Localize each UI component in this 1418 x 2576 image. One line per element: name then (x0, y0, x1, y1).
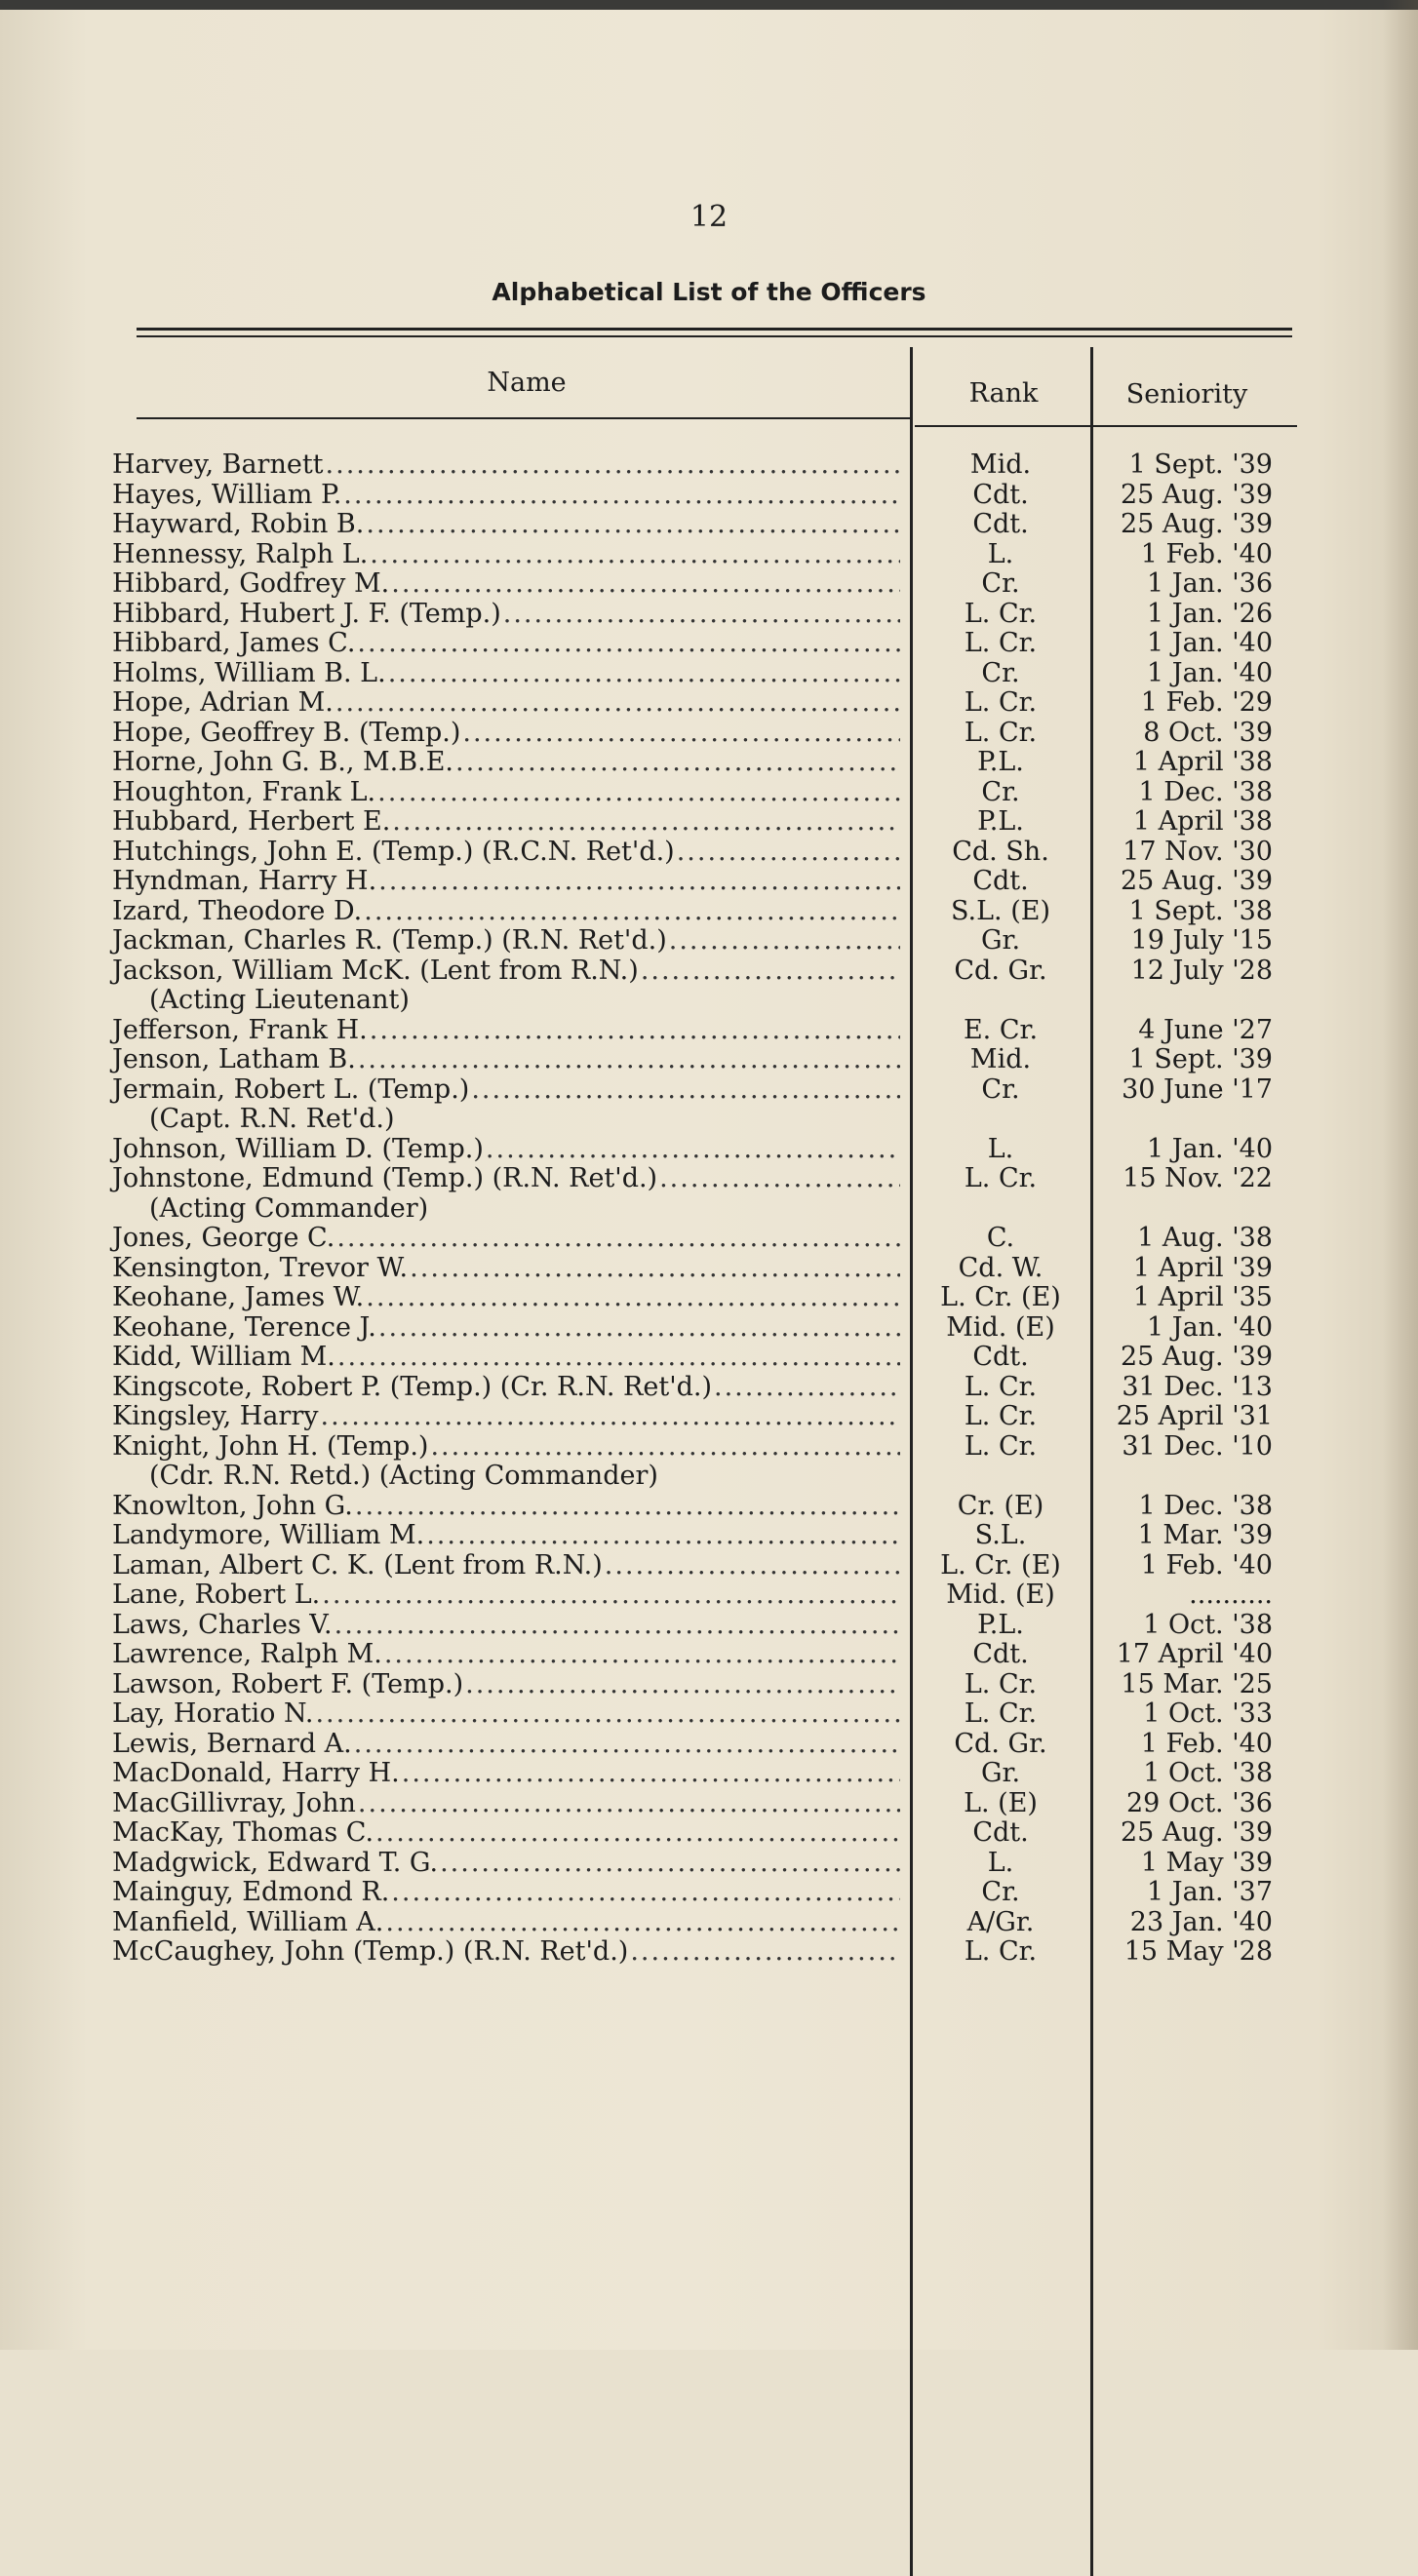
officer-name-continuation (112, 1105, 900, 1135)
officer-name-row (112, 1818, 900, 1849)
seniority-cell: 19 July '15 (1130, 925, 1273, 956)
rank-cell: Cr. (981, 1877, 1020, 1907)
rank-cell: L. Cr. (964, 1401, 1038, 1431)
rank-cell: L. Cr. (964, 1371, 1038, 1402)
seniority-cell: 1 Dec. '38 (1138, 776, 1273, 807)
seniority-cell: 25 Aug. '39 (1120, 1342, 1273, 1372)
officer-name: Jackman, Charles R. (Temp.) (R.N. Ret'd.) (112, 925, 667, 956)
officer-name: Lawrence, Ralph M. (112, 1639, 382, 1669)
header-seniority: Seniority (1125, 379, 1248, 410)
leader-dots (326, 450, 900, 481)
officer-name-row (112, 1908, 900, 1938)
officer-name: Holms, William B. L. (112, 657, 386, 688)
leader-dots (714, 1373, 900, 1403)
leader-dots (357, 629, 900, 659)
rank-cell: L. Cr. (964, 1163, 1038, 1193)
officer-name: Hennessy, Ralph L. (112, 538, 369, 569)
officer-name-row (112, 778, 900, 808)
officer-name-row (112, 1878, 900, 1908)
officer-name-row (112, 1611, 900, 1641)
header-rule-columns (915, 425, 1297, 427)
seniority-cell: 15 Mar. '25 (1121, 1668, 1273, 1699)
rank-cell: L. Cr. (964, 1668, 1038, 1699)
officer-name: Lay, Horatio N. (112, 1698, 314, 1729)
officer-name-row (112, 569, 900, 600)
rank-cell: L. Cr. (E) (940, 1549, 1061, 1581)
seniority-cell: 25 Aug. '39 (1120, 1817, 1273, 1848)
officer-name-row (112, 1254, 900, 1284)
officer-name: Jones, George C. (112, 1223, 335, 1253)
officer-name: MacKay, Thomas C. (112, 1817, 374, 1848)
leader-dots (503, 600, 900, 630)
seniority-cell: 1 April '35 (1132, 1282, 1273, 1312)
officer-name: Hope, Adrian M. (112, 687, 334, 718)
seniority-cell (1097, 986, 1273, 1016)
rank-cell: L. Cr. (964, 717, 1038, 748)
rank-cell: E. Cr. (963, 1014, 1039, 1045)
officer-name-row (112, 838, 900, 868)
leader-dots (358, 1789, 900, 1819)
seniority-column (1097, 450, 1273, 1968)
leader-dots (410, 1254, 900, 1284)
officer-name-row (112, 1135, 900, 1165)
rank-cell: Cdt. (972, 1817, 1029, 1848)
officer-name: Hibbard, James C. (112, 628, 356, 658)
leader-dots (388, 659, 900, 689)
seniority-cell: 1 Jan. '40 (1146, 628, 1273, 658)
leader-dots (366, 510, 900, 540)
page-gutter-shadow (1383, 0, 1418, 2350)
officer-name-row (112, 688, 900, 719)
officer-name-row (112, 1640, 900, 1670)
seniority-cell: 12 July '28 (1130, 955, 1273, 986)
leader-dots (336, 1224, 900, 1254)
officer-name-row (112, 1937, 900, 1968)
seniority-cell: 23 Jan. '40 (1129, 1906, 1273, 1937)
officer-name-row (112, 1849, 900, 1879)
rank-cell: S.L. (974, 1520, 1027, 1550)
rank-cell: A/Gr. (966, 1906, 1035, 1937)
officer-name: Keohane, James W. (112, 1282, 365, 1312)
officer-name: Knowlton, John G. (112, 1490, 353, 1521)
officer-name-row (112, 1224, 900, 1254)
officer-name: Hibbard, Godfrey M. (112, 568, 390, 599)
seniority-cell: 1 Sept. '39 (1128, 1044, 1273, 1074)
rank-cell: Cdt. (972, 479, 1029, 510)
seniority-cell: 1 Oct. '38 (1143, 1609, 1273, 1640)
officer-name-row (112, 450, 900, 481)
officer-name-row (112, 807, 900, 838)
leader-dots (335, 688, 900, 719)
leader-dots (370, 540, 900, 570)
officer-name: Horne, John G. B., M.B.E. (112, 747, 453, 777)
officer-name-row (112, 1402, 900, 1432)
officer-name-row (112, 481, 900, 511)
rank-cell: S.L. (E) (951, 895, 1050, 926)
seniority-cell: 1 Feb. '40 (1140, 1728, 1273, 1759)
seniority-cell (1097, 1462, 1273, 1492)
rank-cell: L. (987, 1133, 1014, 1164)
leader-dots (384, 1640, 900, 1670)
header-rule-name (137, 417, 912, 419)
rank-cell: Cr. (E) (957, 1490, 1044, 1521)
rank-cell: C. (986, 1223, 1015, 1253)
seniority-cell: 25 Aug. '39 (1120, 509, 1273, 539)
officer-name-row (112, 1492, 900, 1522)
rank-cell: L. Cr. (964, 1936, 1038, 1967)
officer-name-row (112, 1789, 900, 1819)
rank-cell (909, 1105, 1092, 1135)
rank-cell: L. Cr. (964, 1430, 1038, 1462)
leader-dots (315, 1699, 900, 1730)
officer-name-continuation (112, 1194, 900, 1225)
officer-name-row (112, 1343, 900, 1373)
officer-name: Hutchings, John E. (Temp.) (R.C.N. Ret'd.) (112, 836, 675, 867)
rank-cell: P.L. (977, 806, 1024, 837)
leader-dots (659, 1164, 900, 1194)
seniority-cell: 1 Sept. '39 (1128, 449, 1273, 480)
leader-dots (375, 1818, 900, 1849)
rank-cell: Mid. (969, 449, 1032, 480)
officer-name: Hope, Geoffrey B. (Temp.) (112, 717, 461, 748)
officer-name: Izard, Theodore D. (112, 895, 363, 926)
officer-name: MacDonald, Harry H. (112, 1758, 400, 1788)
name-column (112, 450, 900, 1968)
officer-name: Hayes, William P. (112, 479, 342, 510)
leader-dots (669, 926, 900, 956)
header-name: Name (487, 368, 567, 398)
officer-name: (Acting Lieutenant) (149, 985, 410, 1015)
seniority-cell: 17 Nov. '30 (1123, 836, 1273, 867)
officer-name-row (112, 600, 900, 630)
officer-name-row (112, 1313, 900, 1344)
leader-dots (335, 1611, 900, 1641)
officer-name-row (112, 1670, 900, 1700)
seniority-cell: 31 Dec. '10 (1122, 1430, 1273, 1462)
officer-name: Johnson, William D. (Temp.) (112, 1133, 484, 1164)
officer-name: Laws, Charles V. (112, 1609, 333, 1640)
officer-name: Houghton, Frank L. (112, 776, 376, 807)
officer-name-row (112, 1016, 900, 1046)
officer-name: (Acting Commander) (149, 1192, 429, 1224)
rank-cell: L. Cr. (E) (940, 1282, 1061, 1312)
officer-name: Landymore, William M. (112, 1520, 425, 1550)
officer-name: Keohane, Terence J. (112, 1311, 376, 1343)
leader-dots (641, 956, 900, 987)
officer-name: Jackson, William McK. (Lent from R.N.) (112, 955, 639, 986)
leader-dots (378, 1313, 900, 1344)
seniority-cell: 25 Aug. '39 (1120, 866, 1273, 896)
leader-dots (426, 1521, 900, 1551)
seniority-cell: 15 Nov. '22 (1123, 1163, 1273, 1193)
seniority-cell: 1 Feb. '29 (1140, 687, 1273, 718)
rank-cell: Cd. Gr. (954, 955, 1047, 986)
seniority-cell (1097, 1105, 1273, 1135)
officer-name: Hibbard, Hubert J. F. (Temp.) (112, 598, 501, 629)
officer-name-row (112, 1551, 900, 1581)
officer-name: Manfield, William A. (112, 1906, 384, 1937)
officer-name: Laman, Albert C. K. (Lent from R.N.) (112, 1549, 603, 1581)
officer-name: Kidd, William M. (112, 1342, 335, 1372)
seniority-cell: 1 Dec. '38 (1138, 1490, 1273, 1521)
rank-cell: Cdt. (972, 509, 1029, 539)
officer-name: Kensington, Trevor W. (112, 1252, 409, 1283)
rank-cell: Cd. W. (958, 1252, 1044, 1283)
officer-name: Johnstone, Edmund (Temp.) (R.N. Ret'd.) (112, 1163, 658, 1193)
leader-dots (337, 1343, 900, 1373)
rank-cell: Cdt. (972, 1639, 1029, 1669)
officer-name: (Capt. R.N. Ret'd.) (149, 1104, 395, 1134)
rank-cell (909, 1462, 1092, 1492)
officer-name: McCaughey, John (Temp.) (R.N. Ret'd.) (112, 1936, 629, 1967)
seniority-cell: .......... (1189, 1580, 1273, 1610)
leader-dots (455, 748, 900, 778)
seniority-cell: 1 Jan. '37 (1146, 1877, 1273, 1907)
seniority-cell: 1 Jan. '26 (1146, 598, 1273, 629)
officer-name: Madgwick, Edward T. G. (112, 1847, 439, 1878)
officer-name-row (112, 926, 900, 956)
officer-name: Jefferson, Frank H. (112, 1014, 368, 1045)
officer-name-row (112, 659, 900, 689)
rank-cell: Gr. (980, 925, 1021, 956)
leader-dots (355, 1492, 900, 1522)
seniority-cell: 1 Jan. '40 (1146, 1133, 1273, 1164)
rank-cell: Cr. (981, 776, 1020, 807)
leader-dots (370, 1016, 900, 1046)
rank-cell: L. Cr. (964, 598, 1038, 629)
leader-dots (391, 1878, 900, 1908)
officer-name: Harvey, Barnett (112, 449, 324, 480)
officer-name: Mainguy, Edmond R. (112, 1877, 390, 1907)
seniority-cell: 1 April '38 (1132, 747, 1273, 777)
rank-cell (909, 986, 1092, 1016)
leader-dots (462, 719, 900, 749)
officer-name: Jenson, Latham B. (112, 1044, 356, 1074)
rank-cell: Cdt. (972, 866, 1029, 896)
seniority-cell: 1 May '39 (1140, 1847, 1273, 1878)
rank-cell: L. (987, 538, 1014, 569)
page-top-edge (0, 0, 1418, 10)
seniority-cell: 1 Feb. '40 (1140, 538, 1273, 569)
seniority-cell: 8 Oct. '39 (1143, 717, 1273, 748)
officer-name: Jermain, Robert L. (Temp.) (112, 1073, 470, 1105)
officer-name-row (112, 1045, 900, 1075)
rank-cell: L. Cr. (964, 1698, 1038, 1729)
leader-dots (391, 569, 900, 600)
officer-name: (Cdr. R.N. Retd.) (Acting Commander) (149, 1461, 658, 1491)
officer-name: Kingsley, Harry (112, 1401, 319, 1431)
rank-cell: Gr. (980, 1758, 1021, 1788)
seniority-cell: 30 June '17 (1122, 1073, 1273, 1105)
officer-name-row (112, 867, 900, 897)
officer-name-row (112, 1283, 900, 1313)
leader-dots (358, 1045, 900, 1075)
officer-name: Hyndman, Harry H. (112, 866, 377, 896)
seniority-cell: 1 Oct. '38 (1143, 1758, 1273, 1788)
leader-dots (402, 1759, 900, 1789)
title-rule-bottom (137, 335, 1292, 337)
rank-cell: Cr. (981, 568, 1020, 599)
leader-dots (605, 1551, 900, 1581)
leader-dots (471, 1075, 900, 1106)
seniority-cell: 1 Jan. '40 (1146, 1311, 1273, 1343)
officer-name: Lane, Robert L. (112, 1580, 321, 1610)
officer-name-row (112, 1759, 900, 1789)
officer-name-row (112, 1581, 900, 1611)
leader-dots (321, 1402, 901, 1432)
rank-cell: Cr. (981, 1073, 1020, 1105)
leader-dots (343, 481, 900, 511)
seniority-cell: 1 Jan. '36 (1146, 568, 1273, 599)
leader-dots (465, 1670, 900, 1700)
seniority-cell: 1 Feb. '40 (1140, 1549, 1273, 1581)
officer-name-row (112, 540, 900, 570)
seniority-cell: 1 Aug. '38 (1137, 1223, 1273, 1253)
officer-name-row (112, 1373, 900, 1403)
seniority-cell: 31 Dec. '13 (1122, 1371, 1273, 1402)
rank-cell: Cr. (981, 657, 1020, 688)
officer-name-row (112, 956, 900, 987)
officer-name: Knight, John H. (Temp.) (112, 1430, 429, 1462)
seniority-cell: 25 April '31 (1116, 1401, 1273, 1431)
leader-dots (630, 1937, 900, 1968)
officer-name-row (112, 748, 900, 778)
rank-cell: Cd. Gr. (954, 1728, 1047, 1759)
seniority-cell: 25 Aug. '39 (1120, 479, 1273, 510)
rank-cell (909, 1194, 1092, 1225)
seniority-cell: 1 Oct. '33 (1143, 1698, 1273, 1729)
seniority-cell: 4 June '27 (1138, 1014, 1273, 1045)
rank-cell: P.L. (977, 1609, 1024, 1640)
officer-name-row (112, 897, 900, 927)
leader-dots (377, 778, 900, 808)
officer-name-continuation (112, 986, 900, 1016)
officer-name: Lewis, Bernard A. (112, 1728, 352, 1759)
officer-name-row (112, 1164, 900, 1194)
leader-dots (378, 867, 900, 897)
seniority-cell: 1 April '38 (1132, 806, 1273, 837)
officer-name: Hayward, Robin B. (112, 509, 365, 539)
leader-dots (440, 1849, 900, 1879)
header-rank: Rank (968, 378, 1039, 409)
seniority-cell: 29 Oct. '36 (1126, 1787, 1273, 1818)
leader-dots (366, 1283, 900, 1313)
seniority-cell: 1 April '39 (1132, 1252, 1273, 1283)
leader-dots (486, 1135, 900, 1165)
seniority-cell (1097, 1194, 1273, 1225)
leader-dots (430, 1432, 900, 1463)
rank-cell: L. Cr. (964, 628, 1038, 658)
seniority-cell: 1 Jan. '40 (1146, 657, 1273, 688)
rank-cell: L. Cr. (964, 687, 1038, 718)
leader-dots (385, 1908, 900, 1938)
leader-dots (677, 838, 900, 868)
leader-dots (364, 897, 900, 927)
title-rule-top (137, 328, 1292, 331)
officer-name-row (112, 719, 900, 749)
rank-cell: Cdt. (972, 1342, 1029, 1372)
rank-cell: L. (E) (964, 1787, 1038, 1818)
seniority-cell: 1 Mar. '39 (1137, 1520, 1273, 1550)
list-title: Alphabetical List of the Officers (492, 278, 926, 306)
officer-name: Kingscote, Robert P. (Temp.) (Cr. R.N. Ret'd.) (112, 1371, 713, 1402)
officer-name-row (112, 1699, 900, 1730)
page-number: 12 (689, 200, 729, 234)
leader-dots (354, 1730, 900, 1760)
rank-cell: L. (987, 1847, 1014, 1878)
officer-name: MacGillivray, John (112, 1787, 356, 1818)
officer-name-row (112, 510, 900, 540)
seniority-cell: 17 April '40 (1116, 1639, 1273, 1669)
rank-cell: Mid. (969, 1044, 1032, 1074)
officer-name: Lawson, Robert F. (Temp.) (112, 1668, 464, 1699)
rank-cell: P.L. (977, 747, 1024, 777)
officer-name-row (112, 1432, 900, 1463)
leader-dots (392, 807, 900, 838)
rank-cell: Mid. (E) (946, 1311, 1055, 1343)
officer-name-row (112, 629, 900, 659)
seniority-cell: 15 May '28 (1123, 1936, 1273, 1967)
officer-name: Hubbard, Herbert E. (112, 806, 391, 837)
leader-dots (322, 1581, 900, 1611)
rank-column (909, 450, 1092, 1968)
rank-cell: Mid. (E) (946, 1580, 1055, 1610)
rank-cell: Cd. Sh. (952, 836, 1049, 867)
seniority-cell: 1 Sept. '38 (1128, 895, 1273, 926)
officer-name-row (112, 1521, 900, 1551)
officer-name-continuation (112, 1462, 900, 1492)
officer-name-row (112, 1730, 900, 1760)
officer-name-row (112, 1075, 900, 1106)
